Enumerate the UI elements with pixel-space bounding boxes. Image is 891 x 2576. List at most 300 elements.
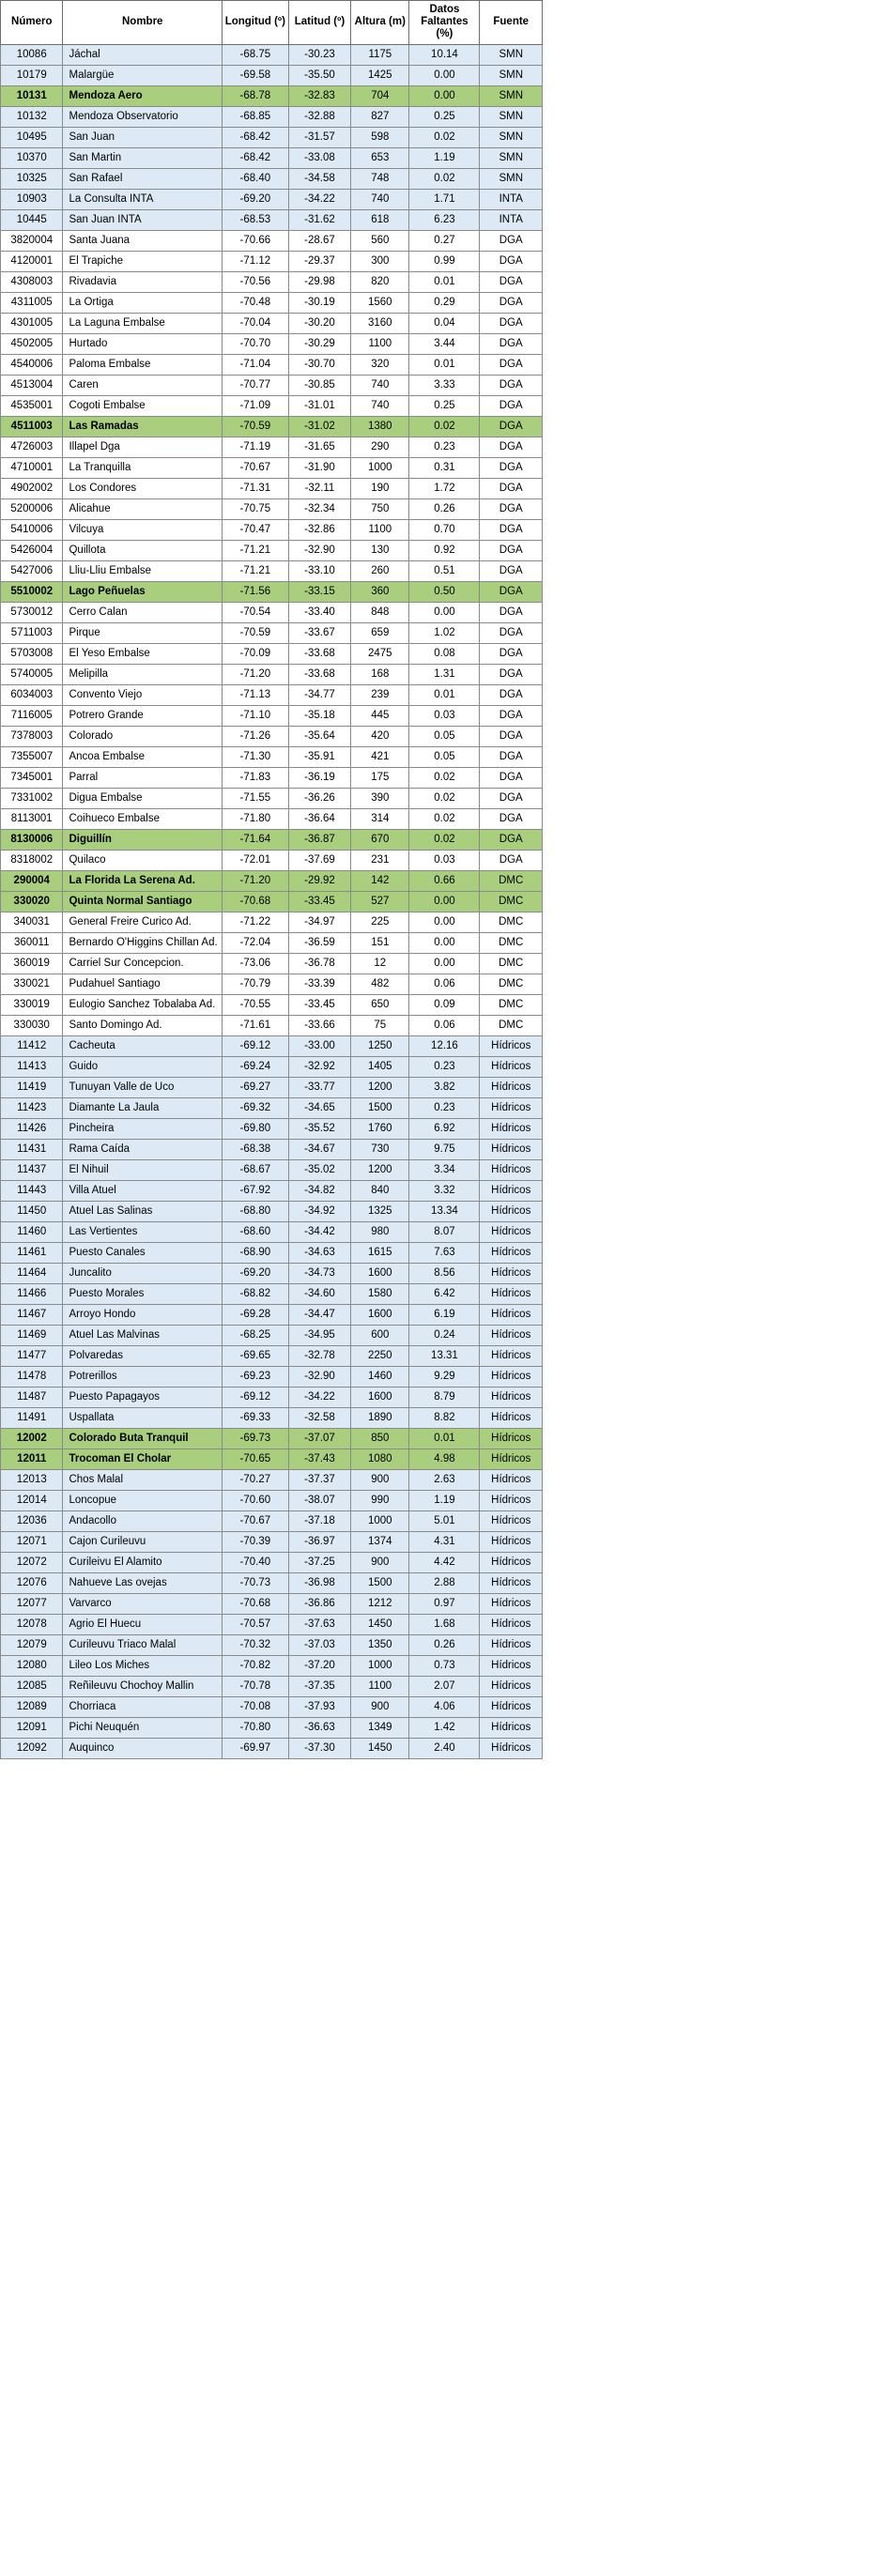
cell-datos-faltantes: 0.92	[409, 540, 480, 560]
cell-altura: 1580	[351, 1283, 409, 1304]
cell-fuente: Hídricos	[480, 1139, 543, 1159]
cell-altura: 750	[351, 498, 409, 519]
cell-altura: 260	[351, 560, 409, 581]
cell-fuente: SMN	[480, 85, 543, 106]
cell-numero: 4710001	[1, 457, 63, 478]
cell-longitud: -68.82	[222, 1283, 288, 1304]
cell-latitud: -34.73	[288, 1263, 350, 1283]
cell-nombre: Potrerillos	[63, 1366, 222, 1387]
cell-nombre: Bernardo O'Higgins Chillan Ad.	[63, 932, 222, 953]
cell-fuente: DMC	[480, 1015, 543, 1035]
cell-latitud: -29.98	[288, 271, 350, 292]
cell-nombre: Guido	[63, 1056, 222, 1077]
cell-numero: 11431	[1, 1139, 63, 1159]
cell-latitud: -30.20	[288, 313, 350, 333]
cell-fuente: Hídricos	[480, 1035, 543, 1056]
cell-datos-faltantes: 9.75	[409, 1139, 480, 1159]
cell-datos-faltantes: 0.09	[409, 994, 480, 1015]
cell-altura: 1600	[351, 1387, 409, 1407]
cell-datos-faltantes: 0.03	[409, 850, 480, 870]
col-longitud: Longitud (º)	[222, 1, 288, 45]
cell-numero: 11477	[1, 1345, 63, 1366]
table-row	[1, 808, 543, 829]
cell-altura: 1100	[351, 519, 409, 540]
table-row	[1, 1097, 543, 1118]
cell-altura: 151	[351, 932, 409, 953]
table-row	[1, 1490, 543, 1510]
cell-latitud: -30.29	[288, 333, 350, 354]
cell-longitud: -71.30	[222, 746, 288, 767]
cell-datos-faltantes: 0.02	[409, 829, 480, 850]
cell-latitud: -37.07	[288, 1428, 350, 1449]
cell-longitud: -68.53	[222, 209, 288, 230]
cell-datos-faltantes: 0.25	[409, 395, 480, 416]
cell-altura: 1350	[351, 1634, 409, 1655]
cell-fuente: Hídricos	[480, 1738, 543, 1758]
cell-altura: 421	[351, 746, 409, 767]
cell-numero: 4120001	[1, 251, 63, 271]
cell-datos-faltantes: 0.01	[409, 1428, 480, 1449]
cell-nombre: El Trapiche	[63, 251, 222, 271]
cell-numero: 12011	[1, 1449, 63, 1469]
cell-nombre: Pichi Neuquén	[63, 1717, 222, 1738]
cell-latitud: -34.22	[288, 189, 350, 209]
cell-fuente: DMC	[480, 870, 543, 891]
table-row	[1, 1221, 543, 1242]
cell-fuente: DMC	[480, 953, 543, 974]
cell-datos-faltantes: 1.31	[409, 664, 480, 684]
cell-fuente: Hídricos	[480, 1572, 543, 1593]
cell-latitud: -30.85	[288, 375, 350, 395]
cell-numero: 7116005	[1, 705, 63, 726]
cell-nombre: Andacollo	[63, 1510, 222, 1531]
cell-fuente: DGA	[480, 457, 543, 478]
cell-latitud: -31.02	[288, 416, 350, 437]
table-row	[1, 333, 543, 354]
cell-datos-faltantes: 0.05	[409, 726, 480, 746]
cell-datos-faltantes: 0.73	[409, 1655, 480, 1676]
cell-numero: 360011	[1, 932, 63, 953]
cell-latitud: -35.50	[288, 65, 350, 85]
cell-fuente: SMN	[480, 44, 543, 65]
cell-datos-faltantes: 0.01	[409, 271, 480, 292]
cell-numero: 4726003	[1, 437, 63, 457]
cell-altura: 740	[351, 395, 409, 416]
cell-altura: 1212	[351, 1593, 409, 1614]
cell-fuente: DMC	[480, 974, 543, 994]
cell-numero: 12076	[1, 1572, 63, 1593]
cell-fuente: Hídricos	[480, 1283, 543, 1304]
cell-longitud: -70.78	[222, 1676, 288, 1696]
table-row	[1, 1428, 543, 1449]
cell-datos-faltantes: 6.42	[409, 1283, 480, 1304]
cell-fuente: Hídricos	[480, 1263, 543, 1283]
cell-longitud: -70.68	[222, 891, 288, 912]
cell-numero: 5740005	[1, 664, 63, 684]
table-row	[1, 705, 543, 726]
cell-latitud: -35.91	[288, 746, 350, 767]
cell-datos-faltantes: 0.04	[409, 313, 480, 333]
cell-latitud: -34.82	[288, 1180, 350, 1201]
cell-nombre: La Florida La Serena Ad.	[63, 870, 222, 891]
cell-nombre: San Juan	[63, 127, 222, 147]
cell-latitud: -31.57	[288, 127, 350, 147]
cell-longitud: -70.47	[222, 519, 288, 540]
cell-nombre: Pudahuel Santiago	[63, 974, 222, 994]
cell-altura: 1500	[351, 1097, 409, 1118]
cell-fuente: Hídricos	[480, 1490, 543, 1510]
cell-datos-faltantes: 0.00	[409, 953, 480, 974]
cell-longitud: -71.21	[222, 540, 288, 560]
cell-datos-faltantes: 0.23	[409, 1097, 480, 1118]
cell-latitud: -34.77	[288, 684, 350, 705]
cell-fuente: Hídricos	[480, 1304, 543, 1325]
cell-numero: 12013	[1, 1469, 63, 1490]
cell-nombre: Mendoza Observatorio	[63, 106, 222, 127]
table-row	[1, 1696, 543, 1717]
table-row	[1, 375, 543, 395]
cell-latitud: -36.64	[288, 808, 350, 829]
table-row	[1, 1510, 543, 1531]
cell-altura: 900	[351, 1469, 409, 1490]
cell-datos-faltantes: 0.99	[409, 251, 480, 271]
cell-numero: 4308003	[1, 271, 63, 292]
cell-latitud: -38.07	[288, 1490, 350, 1510]
cell-nombre: Paloma Embalse	[63, 354, 222, 375]
cell-numero: 10132	[1, 106, 63, 127]
cell-fuente: Hídricos	[480, 1056, 543, 1077]
cell-longitud: -70.77	[222, 375, 288, 395]
cell-altura: 390	[351, 788, 409, 808]
cell-altura: 314	[351, 808, 409, 829]
cell-altura: 1325	[351, 1201, 409, 1221]
table-row	[1, 560, 543, 581]
table-row	[1, 1056, 543, 1077]
cell-latitud: -32.34	[288, 498, 350, 519]
cell-longitud: -69.24	[222, 1056, 288, 1077]
cell-fuente: DGA	[480, 643, 543, 664]
cell-datos-faltantes: 0.02	[409, 168, 480, 189]
cell-datos-faltantes: 3.32	[409, 1180, 480, 1201]
cell-latitud: -33.45	[288, 994, 350, 1015]
cell-latitud: -32.78	[288, 1345, 350, 1366]
cell-altura: 175	[351, 767, 409, 788]
cell-altura: 1760	[351, 1118, 409, 1139]
cell-numero: 10370	[1, 147, 63, 168]
cell-latitud: -29.92	[288, 870, 350, 891]
cell-fuente: SMN	[480, 147, 543, 168]
cell-datos-faltantes: 0.00	[409, 602, 480, 622]
cell-numero: 12071	[1, 1531, 63, 1552]
cell-datos-faltantes: 10.14	[409, 44, 480, 65]
cell-altura: 2250	[351, 1345, 409, 1366]
cell-latitud: -33.77	[288, 1077, 350, 1097]
cell-datos-faltantes: 12.16	[409, 1035, 480, 1056]
cell-altura: 827	[351, 106, 409, 127]
cell-numero: 5427006	[1, 560, 63, 581]
cell-nombre: Las Vertientes	[63, 1221, 222, 1242]
cell-datos-faltantes: 0.01	[409, 684, 480, 705]
table-row	[1, 1304, 543, 1325]
cell-altura: 1600	[351, 1263, 409, 1283]
col-nombre: Nombre	[63, 1, 222, 45]
table-row	[1, 1366, 543, 1387]
cell-latitud: -37.69	[288, 850, 350, 870]
cell-fuente: DGA	[480, 395, 543, 416]
table-row	[1, 106, 543, 127]
cell-nombre: Pincheira	[63, 1118, 222, 1139]
cell-nombre: Vilcuya	[63, 519, 222, 540]
cell-longitud: -68.42	[222, 127, 288, 147]
cell-latitud: -34.47	[288, 1304, 350, 1325]
cell-latitud: -31.65	[288, 437, 350, 457]
cell-altura: 848	[351, 602, 409, 622]
cell-latitud: -33.39	[288, 974, 350, 994]
cell-datos-faltantes: 0.50	[409, 581, 480, 602]
cell-datos-faltantes: 3.82	[409, 1077, 480, 1097]
cell-datos-faltantes: 1.71	[409, 189, 480, 209]
table-row	[1, 271, 543, 292]
cell-altura: 320	[351, 354, 409, 375]
cell-fuente: DMC	[480, 912, 543, 932]
cell-numero: 11461	[1, 1242, 63, 1263]
cell-latitud: -33.40	[288, 602, 350, 622]
cell-datos-faltantes: 1.68	[409, 1614, 480, 1634]
cell-altura: 740	[351, 189, 409, 209]
cell-nombre: Las Ramadas	[63, 416, 222, 437]
cell-latitud: -31.62	[288, 209, 350, 230]
cell-altura: 990	[351, 1490, 409, 1510]
cell-altura: 12	[351, 953, 409, 974]
table-row	[1, 726, 543, 746]
cell-numero: 11460	[1, 1221, 63, 1242]
table-row	[1, 251, 543, 271]
cell-latitud: -37.18	[288, 1510, 350, 1531]
cell-fuente: Hídricos	[480, 1345, 543, 1366]
cell-nombre: Mendoza Aero	[63, 85, 222, 106]
cell-numero: 12002	[1, 1428, 63, 1449]
cell-latitud: -34.67	[288, 1139, 350, 1159]
cell-datos-faltantes: 4.42	[409, 1552, 480, 1572]
cell-fuente: DGA	[480, 581, 543, 602]
cell-longitud: -70.56	[222, 271, 288, 292]
table-row	[1, 870, 543, 891]
cell-longitud: -69.12	[222, 1035, 288, 1056]
cell-altura: 618	[351, 209, 409, 230]
cell-datos-faltantes: 1.19	[409, 1490, 480, 1510]
cell-nombre: Atuel Las Malvinas	[63, 1325, 222, 1345]
cell-numero: 11466	[1, 1283, 63, 1304]
col-fuente: Fuente	[480, 1, 543, 45]
cell-numero: 6034003	[1, 684, 63, 705]
table-row	[1, 1676, 543, 1696]
cell-latitud: -36.63	[288, 1717, 350, 1738]
cell-nombre: Digua Embalse	[63, 788, 222, 808]
table-row	[1, 1407, 543, 1428]
cell-fuente: Hídricos	[480, 1428, 543, 1449]
table-row	[1, 127, 543, 147]
cell-nombre: La Ortiga	[63, 292, 222, 313]
cell-latitud: -33.45	[288, 891, 350, 912]
cell-datos-faltantes: 6.92	[409, 1118, 480, 1139]
cell-latitud: -33.08	[288, 147, 350, 168]
cell-longitud: -70.66	[222, 230, 288, 251]
cell-fuente: Hídricos	[480, 1366, 543, 1387]
cell-numero: 4540006	[1, 354, 63, 375]
cell-altura: 1100	[351, 333, 409, 354]
cell-datos-faltantes: 0.00	[409, 85, 480, 106]
cell-nombre: Auquinco	[63, 1738, 222, 1758]
cell-fuente: DGA	[480, 746, 543, 767]
cell-latitud: -32.58	[288, 1407, 350, 1428]
cell-latitud: -35.02	[288, 1159, 350, 1180]
cell-longitud: -67.92	[222, 1180, 288, 1201]
cell-datos-faltantes: 2.07	[409, 1676, 480, 1696]
cell-altura: 1560	[351, 292, 409, 313]
cell-longitud: -71.04	[222, 354, 288, 375]
cell-fuente: SMN	[480, 127, 543, 147]
cell-altura: 1175	[351, 44, 409, 65]
table-row	[1, 912, 543, 932]
cell-datos-faltantes: 0.51	[409, 560, 480, 581]
table-row	[1, 209, 543, 230]
cell-datos-faltantes: 2.40	[409, 1738, 480, 1758]
cell-numero: 5703008	[1, 643, 63, 664]
cell-longitud: -70.08	[222, 1696, 288, 1717]
cell-numero: 360019	[1, 953, 63, 974]
cell-datos-faltantes: 4.98	[409, 1449, 480, 1469]
table-row	[1, 602, 543, 622]
table-row	[1, 85, 543, 106]
cell-datos-faltantes: 0.02	[409, 767, 480, 788]
table-row	[1, 1118, 543, 1139]
table-row	[1, 1469, 543, 1490]
cell-nombre: Puesto Morales	[63, 1283, 222, 1304]
cell-nombre: Nahueve Las ovejas	[63, 1572, 222, 1593]
cell-longitud: -71.20	[222, 664, 288, 684]
cell-nombre: Diguillín	[63, 829, 222, 850]
cell-nombre: Juncalito	[63, 1263, 222, 1283]
cell-nombre: San Martin	[63, 147, 222, 168]
cell-fuente: DGA	[480, 788, 543, 808]
table-row	[1, 230, 543, 251]
cell-numero: 12079	[1, 1634, 63, 1655]
cell-fuente: Hídricos	[480, 1510, 543, 1531]
cell-longitud: -70.75	[222, 498, 288, 519]
cell-datos-faltantes: 0.02	[409, 127, 480, 147]
cell-altura: 1450	[351, 1738, 409, 1758]
cell-nombre: Varvarco	[63, 1593, 222, 1614]
cell-datos-faltantes: 3.44	[409, 333, 480, 354]
table-row	[1, 581, 543, 602]
cell-nombre: Lileo Los Miches	[63, 1655, 222, 1676]
cell-longitud: -68.90	[222, 1242, 288, 1263]
table-row	[1, 994, 543, 1015]
cell-longitud: -69.28	[222, 1304, 288, 1325]
cell-longitud: -69.32	[222, 1097, 288, 1118]
cell-longitud: -70.40	[222, 1552, 288, 1572]
cell-fuente: Hídricos	[480, 1593, 543, 1614]
cell-nombre: La Laguna Embalse	[63, 313, 222, 333]
table-row	[1, 1572, 543, 1593]
cell-datos-faltantes: 1.72	[409, 478, 480, 498]
cell-latitud: -30.19	[288, 292, 350, 313]
table-row	[1, 1180, 543, 1201]
cell-longitud: -68.78	[222, 85, 288, 106]
cell-longitud: -70.80	[222, 1717, 288, 1738]
cell-nombre: Colorado	[63, 726, 222, 746]
cell-nombre: San Rafael	[63, 168, 222, 189]
cell-longitud: -70.67	[222, 1510, 288, 1531]
cell-longitud: -69.12	[222, 1387, 288, 1407]
cell-longitud: -72.04	[222, 932, 288, 953]
cell-datos-faltantes: 0.31	[409, 457, 480, 478]
cell-fuente: DGA	[480, 850, 543, 870]
cell-latitud: -33.68	[288, 664, 350, 684]
table-row	[1, 1449, 543, 1469]
cell-numero: 12092	[1, 1738, 63, 1758]
cell-numero: 4301005	[1, 313, 63, 333]
cell-nombre: Arroyo Hondo	[63, 1304, 222, 1325]
cell-nombre: Curileivu El Alamito	[63, 1552, 222, 1572]
cell-numero: 4502005	[1, 333, 63, 354]
cell-latitud: -35.52	[288, 1118, 350, 1139]
cell-altura: 748	[351, 168, 409, 189]
cell-longitud: -68.80	[222, 1201, 288, 1221]
cell-longitud: -69.65	[222, 1345, 288, 1366]
cell-datos-faltantes: 8.07	[409, 1221, 480, 1242]
table-row	[1, 1345, 543, 1366]
cell-longitud: -71.10	[222, 705, 288, 726]
cell-longitud: -69.33	[222, 1407, 288, 1428]
cell-longitud: -69.58	[222, 65, 288, 85]
cell-nombre: Quinta Normal Santiago	[63, 891, 222, 912]
cell-nombre: Agrio El Huecu	[63, 1614, 222, 1634]
cell-nombre: Puesto Canales	[63, 1242, 222, 1263]
cell-datos-faltantes: 4.31	[409, 1531, 480, 1552]
cell-fuente: Hídricos	[480, 1387, 543, 1407]
cell-altura: 1000	[351, 1510, 409, 1531]
table-row	[1, 974, 543, 994]
table-row	[1, 65, 543, 85]
cell-latitud: -33.68	[288, 643, 350, 664]
cell-altura: 820	[351, 271, 409, 292]
cell-datos-faltantes: 0.02	[409, 416, 480, 437]
table-row	[1, 788, 543, 808]
cell-numero: 10495	[1, 127, 63, 147]
cell-altura: 850	[351, 1428, 409, 1449]
cell-altura: 239	[351, 684, 409, 705]
cell-numero: 10131	[1, 85, 63, 106]
cell-fuente: DGA	[480, 767, 543, 788]
cell-fuente: DGA	[480, 271, 543, 292]
cell-altura: 560	[351, 230, 409, 251]
cell-datos-faltantes: 0.24	[409, 1325, 480, 1345]
cell-numero: 5410006	[1, 519, 63, 540]
table-row	[1, 1634, 543, 1655]
cell-numero: 11443	[1, 1180, 63, 1201]
table-row	[1, 1717, 543, 1738]
cell-longitud: -71.26	[222, 726, 288, 746]
cell-nombre: Curileuvu Triaco Malal	[63, 1634, 222, 1655]
table-row	[1, 1159, 543, 1180]
cell-fuente: Hídricos	[480, 1201, 543, 1221]
cell-latitud: -30.23	[288, 44, 350, 65]
cell-altura: 1890	[351, 1407, 409, 1428]
cell-numero: 330019	[1, 994, 63, 1015]
table-row	[1, 292, 543, 313]
cell-longitud: -70.67	[222, 457, 288, 478]
